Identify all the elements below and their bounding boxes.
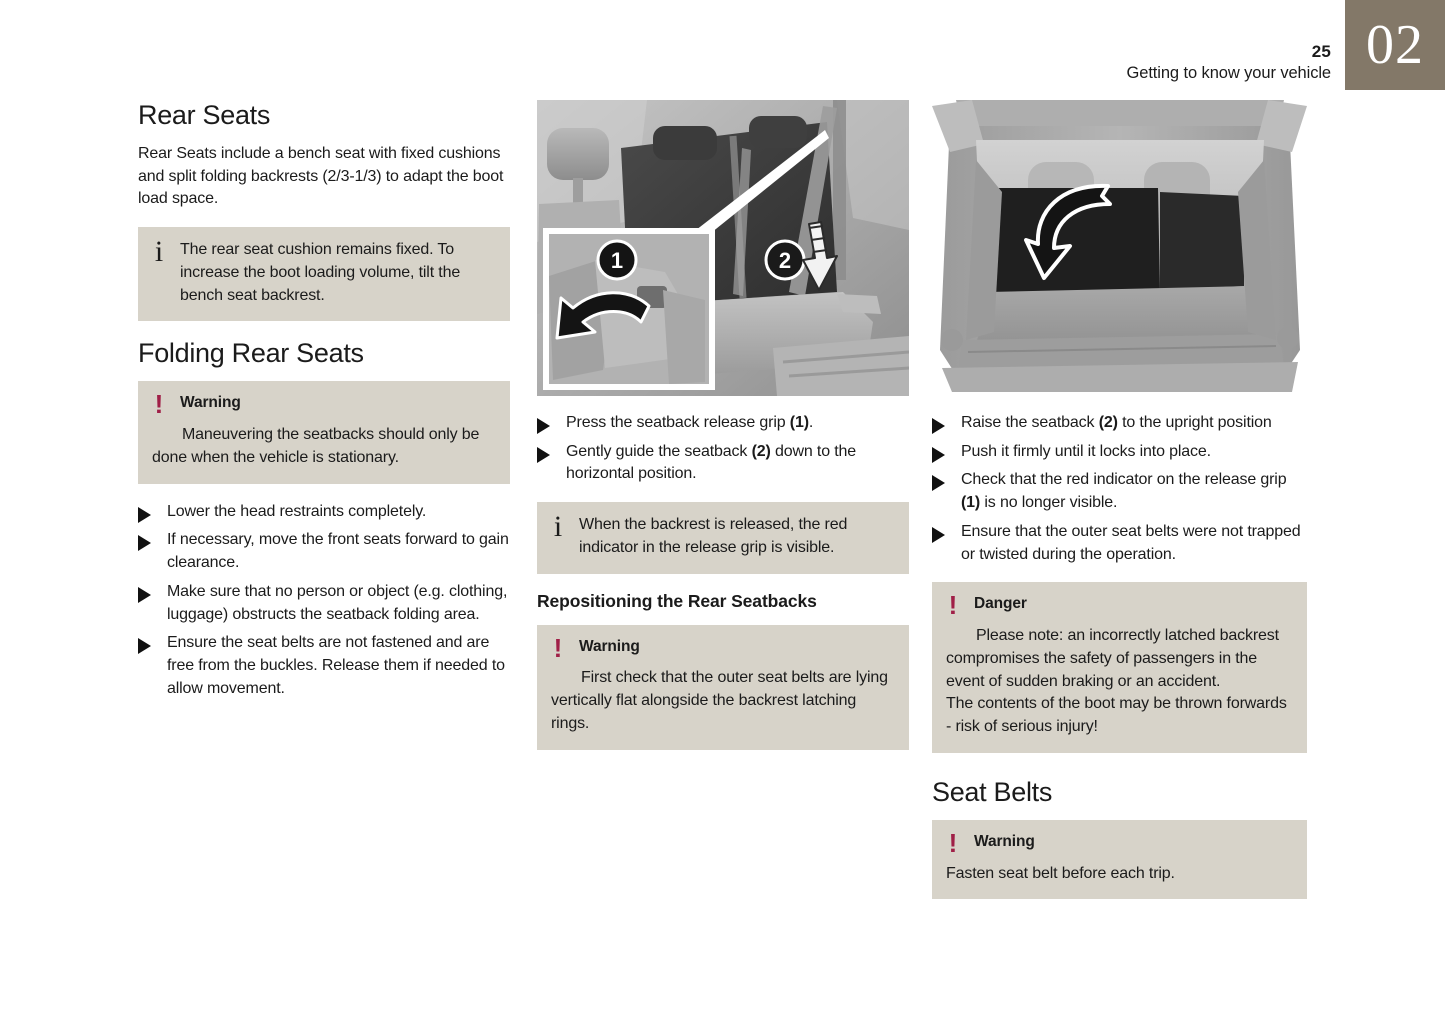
list-item (932, 412, 1307, 435)
list-item-text: Raise the seatback (961, 414, 1099, 431)
arrow-bullet-icon (537, 418, 550, 434)
info-box-text: When the backrest is released, the red indicator in the release grip is visible. (579, 516, 848, 556)
list-item-text: Press the seatback release grip (566, 414, 790, 431)
boot-figure-svg (932, 100, 1307, 396)
list-item-ref: (2) (1098, 414, 1118, 431)
list-item-text: If necessary, move the front seats forward to gain clearance. (167, 531, 509, 572)
subsection-title-repositioning: Repositioning the Rear Seatbacks (537, 590, 817, 611)
list-item-suffix: to the upright position (1117, 414, 1272, 431)
right-column (932, 100, 1307, 916)
chapter-tab-number: 02 (1366, 14, 1424, 76)
warning-box-label: Warning (180, 394, 241, 412)
warning-box-text: Fasten seat belt before each trip. (946, 864, 1175, 882)
rear-seats-intro-text: Rear Seats include a bench seat with fixed cushions and split folding backrests (2/3-1/3) to adapt the boot load space. (138, 145, 504, 208)
info-icon: i (553, 510, 563, 544)
warning-box-label: Warning (579, 637, 640, 655)
info-box-text: The rear seat cushion remains fixed. To increase the boot loading volume, tilt the bench seat backrest. (180, 241, 461, 304)
list-item (138, 501, 510, 524)
arrow-bullet-icon (138, 638, 151, 654)
left-column (138, 100, 510, 716)
list-item-text: Push it firmly until it locks into place. (961, 442, 1211, 460)
page-title-rear-seats: Rear Seats (138, 100, 271, 130)
list-item-ref: (2) (751, 442, 771, 460)
list-item (138, 581, 510, 626)
danger-box-latched-backrest (932, 582, 1307, 752)
release-grip-steps-list (537, 412, 909, 486)
inset-detail-box (543, 228, 715, 390)
warning-box-text: Maneuvering the seatbacks should only be done when the vehicle is stationary. (152, 426, 480, 466)
danger-box-label: Danger (974, 595, 1027, 613)
list-item (932, 441, 1307, 464)
chapter-title: Getting to know your vehicle (1126, 64, 1331, 82)
danger-box-text-line2: The contents of the boot may be thrown forwards - risk of serious injury! (946, 695, 1287, 735)
list-item-text: Gently guide the seatback (566, 442, 752, 460)
list-item (138, 632, 510, 700)
warning-icon: ! (154, 389, 164, 420)
list-item-suffix: down to the horizontal position. (566, 442, 857, 483)
arrow-bullet-icon (932, 447, 945, 463)
arrow-bullet-icon (537, 447, 550, 463)
callout-2-label: 2 (778, 248, 792, 273)
warning-box-repositioning (537, 625, 909, 750)
list-item-text: Check that the red indicator on the release grip (961, 471, 1287, 489)
repositioning-steps-list (932, 412, 1307, 566)
list-item-ref: (1) (961, 494, 981, 512)
list-item (537, 441, 909, 486)
danger-icon: ! (948, 590, 958, 621)
callout-1-label: 1 (610, 248, 624, 273)
info-icon: i (154, 235, 164, 269)
rear-seat-figure-svg (537, 100, 909, 396)
chapter-tab (1345, 0, 1445, 90)
arrow-bullet-icon (932, 418, 945, 434)
arrow-bullet-icon (932, 475, 945, 491)
section-title-seat-belts: Seat Belts (932, 776, 1053, 807)
list-item (932, 469, 1307, 514)
list-item (932, 521, 1307, 566)
warning-box-seat-belts (932, 820, 1307, 900)
arrow-bullet-icon (138, 535, 151, 551)
middle-column (537, 100, 909, 767)
folding-rear-seats-steps-list (138, 501, 510, 701)
list-item-ref: (1) (789, 414, 809, 431)
warning-box-text: First check that the outer seat belts are lying vertically flat alongside the backrest latching rings. (551, 669, 888, 732)
list-item-suffix: . (808, 414, 814, 431)
list-item (537, 412, 909, 435)
subsection-title-folding-rear-seats: Folding Rear Seats (138, 338, 364, 369)
info-box-red-indicator (537, 502, 909, 573)
list-item-text: Ensure the seat belts are not fastened and are free from the buckles. Release them if needed to allow movement. (167, 634, 505, 697)
warning-box-label: Warning (974, 832, 1035, 850)
arrow-bullet-icon (138, 587, 151, 603)
arrow-bullet-icon (138, 507, 151, 523)
list-item-text: Ensure that the outer seat belts were not trapped or twisted during the operation. (961, 522, 1301, 563)
info-box-rear-seat-cushion (138, 227, 510, 321)
warning-icon: ! (553, 632, 563, 663)
list-item-text: Make sure that no person or object (e.g. clothing, luggage) obstructs the seatback folding area. (167, 582, 508, 623)
page-number: 25 (1311, 42, 1331, 61)
list-item (138, 529, 510, 574)
boot-folded-backrest-illustration (932, 100, 1307, 396)
list-item-suffix: is no longer visible. (980, 494, 1118, 512)
warning-box-folding-rear-seats (138, 381, 510, 483)
arrow-bullet-icon (932, 527, 945, 543)
list-item-text: Lower the head restraints completely. (167, 502, 427, 520)
warning-icon: ! (948, 827, 958, 858)
rear-seat-release-grip-illustration (537, 100, 909, 396)
danger-box-text-line1: Please note: an incorrectly latched backrest compromises the safety of passengers in the event of sudden braking or an accident. (946, 627, 1279, 690)
